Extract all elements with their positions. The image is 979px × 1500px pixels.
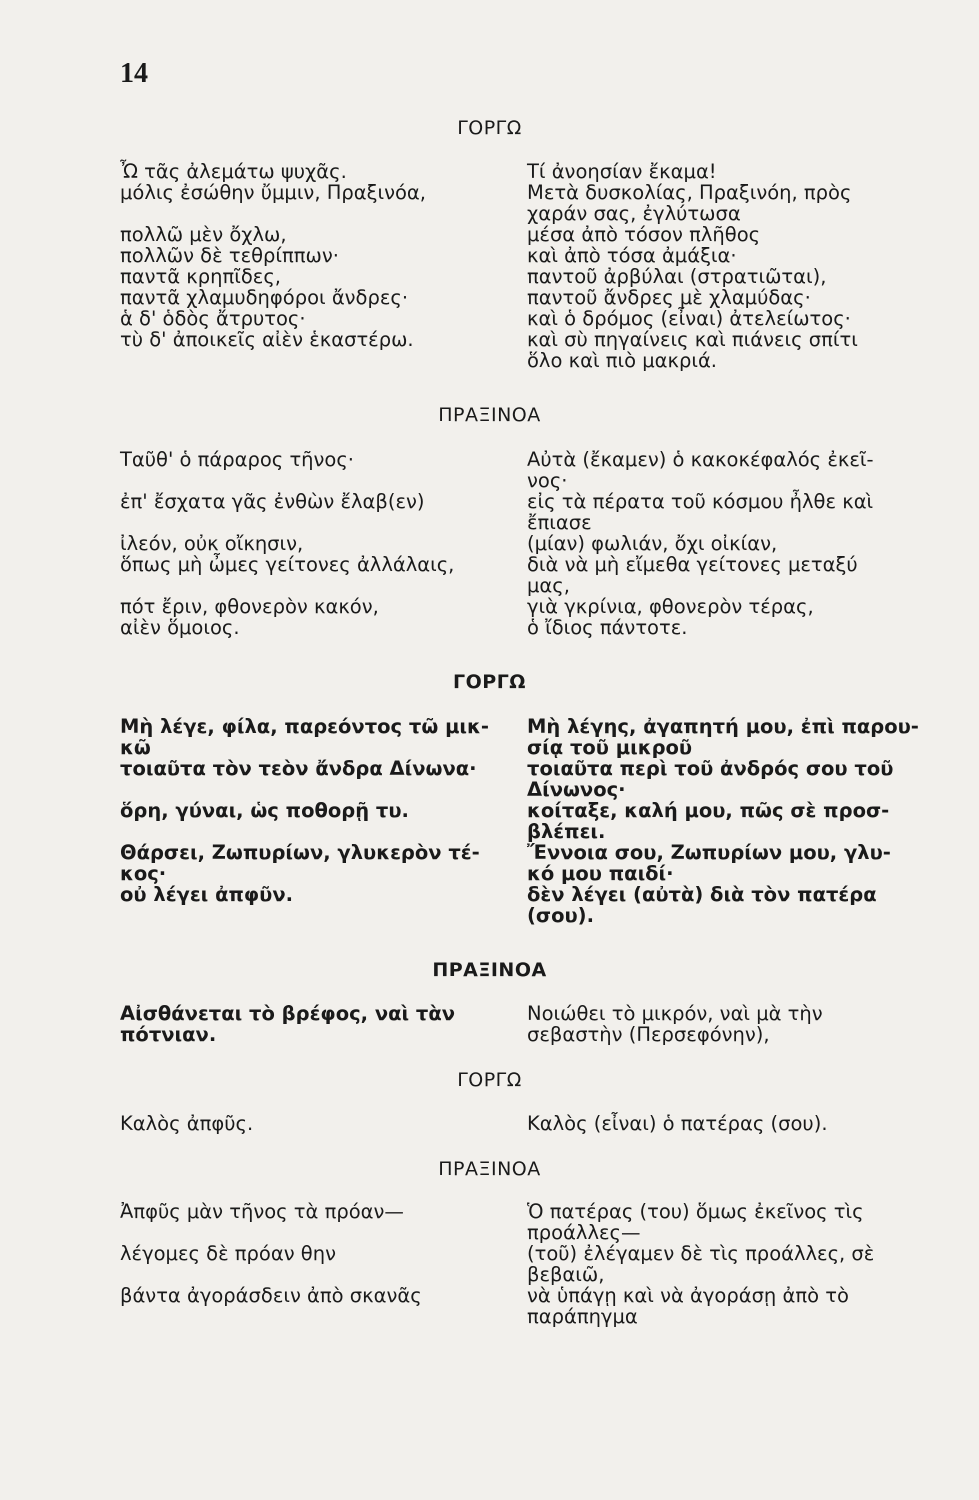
text-line: ὅπως μὴ ὦμες γείτονες ἀλλάλαις, [120, 553, 455, 576]
text-line: Θάρσει, Ζωπυρίων, γλυκερὸν τέ- [120, 841, 480, 864]
text-line: μέσα ἀπὸ τόσον πλῆθος [527, 223, 761, 246]
modern-greek-translation-column [527, 1201, 874, 1327]
text-line: Αὐτὰ (ἔκαμεν) ὁ κακοκέφαλός ἐκεῖ- [527, 448, 874, 471]
text-line [120, 470, 454, 491]
text-line: κος· [120, 862, 167, 885]
text-line: σεβαστὴν (Περσεφόνην), [527, 1023, 770, 1046]
text-line: Ἀπφῦς μὰν τῆνος τὰ πρόαν— [120, 1200, 404, 1223]
text-line: Καλὸς (εἶναι) ὁ πατέρας (σου). [527, 1112, 828, 1135]
modern-greek-translation-column [527, 161, 858, 371]
text-line: δὲν λέγει (αὐτὰ) διὰ τὸν πατέρα [527, 883, 877, 906]
text-line: καὶ ὁ δρόμος (εἶναι) ἀτελείωτος· [527, 307, 851, 330]
text-line: πότνιαν. [120, 1023, 217, 1046]
text-line: Νοιώθει τὸ μικρόν, ναὶ μὰ τὴν [527, 1002, 823, 1025]
text-line: παντοῦ ἀρβύλαι (στρατιῶται), [527, 265, 827, 288]
text-line: μόλις ἐσώθην ὔμμιν, Πραξινόα, [120, 181, 426, 204]
text-line: τοιαῦτα περὶ τοῦ ἀνδρός σου τοῦ [527, 757, 894, 780]
text-line: παράπηγμα [527, 1305, 638, 1328]
modern-greek-translation-column [527, 1113, 828, 1134]
text-line: ὅλο καὶ πιὸ μακριά. [527, 349, 717, 372]
text-line: Μὴ λέγης, ἀγαπητή μου, ἐπὶ παρου- [527, 715, 919, 738]
text-line: ἁ δ' ὁδὸς ἄτρυτος· [120, 307, 306, 330]
text-line: χαράν σας, ἐγλύτωσα [527, 202, 741, 225]
text-line [120, 1264, 422, 1285]
text-line: καὶ ἀπὸ τόσα ἀμάξια· [527, 244, 737, 267]
speaker-heading: ΓΟΡΓΩ [457, 117, 522, 139]
text-line: μας, [527, 574, 570, 597]
text-line: παντᾶ κρηπῖδες, [120, 265, 281, 288]
text-line [120, 512, 454, 533]
text-line: διὰ νὰ μὴ εἴμεθα γείτονες μεταξύ [527, 553, 858, 576]
text-line: Ὁ πατέρας (του) ὅμως ἐκεῖνος τὶς [527, 1200, 864, 1223]
greek-original-column [120, 161, 426, 350]
text-line: βλέπει. [527, 820, 606, 843]
page-number: 14 [120, 58, 148, 89]
text-line: κοίταξε, καλή μου, πῶς σὲ προσ- [527, 799, 890, 822]
text-line: τὺ δ' ἀποικεῖς αἰὲν ἑκαστέρω. [120, 328, 414, 351]
text-line: σίᾳ τοῦ μικροῦ [527, 736, 693, 759]
text-line: Καλὸς ἀπφῦς. [120, 1112, 254, 1135]
text-line: γιὰ γκρίνια, φθονερὸν τέρας, [527, 595, 814, 618]
text-line: πολλῶν δὲ τεθρίππων· [120, 244, 339, 267]
text-line: Δίνωνος· [527, 778, 626, 801]
text-line: Μὴ λέγε, φίλα, παρεόντος τῶ μικ- [120, 715, 489, 738]
text-line: λέγομες δὲ πρόαν θην [120, 1242, 336, 1265]
text-line: οὐ λέγει ἀπφῦν. [120, 883, 294, 906]
greek-original-column [120, 1113, 253, 1134]
text-line: βάντα ἀγοράσδειν ἀπὸ σκανᾶς [120, 1284, 422, 1307]
text-line: ἰλεόν, οὐκ οἴκησιν, [120, 532, 304, 555]
text-line: αἰὲν ὅμοιος. [120, 616, 240, 639]
speaker-heading: ΠΡΑΞΙΝΟΑ [438, 1158, 541, 1180]
text-line: παντᾶ χλαμυδηφόροι ἄνδρες· [120, 286, 409, 309]
text-line [120, 779, 489, 800]
modern-greek-translation-column [527, 449, 874, 638]
greek-original-column [120, 1003, 455, 1045]
text-line: Τί ἀνοησίαν ἔκαμα! [527, 160, 717, 183]
text-line: κῶ [120, 736, 151, 759]
text-line: ἐπ' ἔσχατα γᾶς ἐνθὼν ἔλαβ(εν) [120, 490, 425, 513]
text-line: Αἰσθάνεται τὸ βρέφος, ναὶ τὰν [120, 1002, 456, 1025]
speaker-heading: ΠΡΑΞΙΝΟΑ [432, 959, 547, 981]
greek-original-column [120, 716, 489, 905]
text-line: (σου). [527, 904, 594, 927]
modern-greek-translation-column [527, 716, 919, 926]
text-line: πολλῶ μὲν ὄχλω, [120, 223, 287, 246]
modern-greek-translation-column [527, 1003, 823, 1045]
greek-original-column [120, 449, 454, 638]
text-line: πότ ἔριν, φθονερὸν κακόν, [120, 595, 379, 618]
text-line: (τοῦ) ἐλέγαμεν δὲ τὶς προάλλες, σὲ [527, 1242, 875, 1265]
text-line [120, 575, 454, 596]
text-line: νὰ ὑπάγῃ καὶ νὰ ἀγοράσῃ ἀπὸ τὸ [527, 1284, 849, 1307]
text-line: προάλλες— [527, 1221, 641, 1244]
text-line: εἰς τὰ πέρατα τοῦ κόσμου ἦλθε καὶ [527, 490, 874, 513]
speaker-heading: ΓΟΡΓΩ [457, 1069, 522, 1091]
text-line [120, 821, 489, 842]
text-line: Ἔννοια σου, Ζωπυρίων μου, γλυ- [527, 841, 891, 864]
text-line: βεβαιῶ, [527, 1263, 605, 1286]
text-line: (μίαν) φωλιάν, ὄχι οἰκίαν, [527, 532, 778, 555]
text-line [120, 203, 426, 224]
text-line: ὁ ἴδιος πάντοτε. [527, 616, 688, 639]
text-line: κό μου παιδί· [527, 862, 674, 885]
text-line: ἔπιασε [527, 511, 592, 534]
text-line [120, 1222, 422, 1243]
text-line: νος· [527, 469, 568, 492]
speaker-heading: ΠΡΑΞΙΝΟΑ [438, 404, 541, 426]
greek-original-column [120, 1201, 422, 1306]
text-line: Ταῦθ' ὁ πάραρος τῆνος· [120, 448, 355, 471]
text-line: Μετὰ δυσκολίας, Πραξινόη, πρὸς [527, 181, 852, 204]
text-line: τοιαῦτα τὸν τεὸν ἄνδρα Δίνωνα· [120, 757, 477, 780]
text-line: καὶ σὺ πηγαίνεις καὶ πιάνεις σπίτι [527, 328, 858, 351]
text-line: ὅρη, γύναι, ὡς ποθορῇ τυ. [120, 799, 409, 822]
text-line: Ὦ τᾶς ἀλεμάτω ψυχᾶς. [120, 160, 347, 183]
text-line: παντοῦ ἄνδρες μὲ χλαμύδας· [527, 286, 811, 309]
speaker-heading: ΓΟΡΓΩ [453, 671, 526, 693]
